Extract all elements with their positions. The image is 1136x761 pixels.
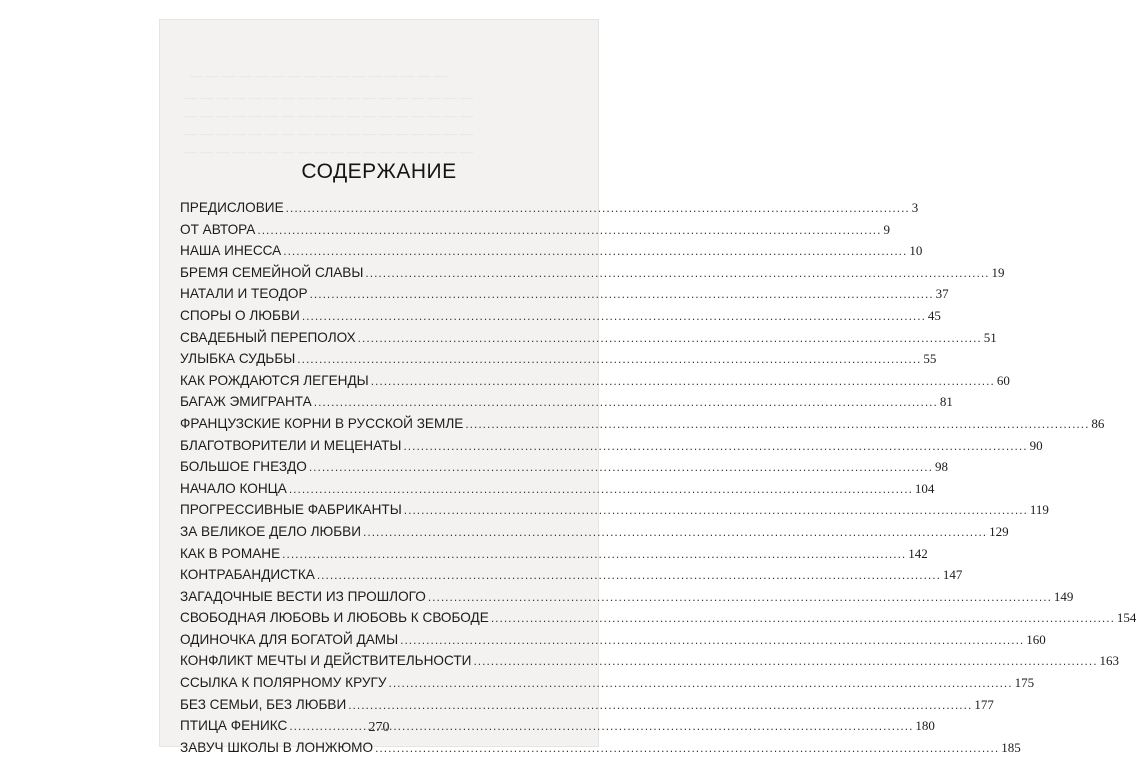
toc-entry-page: 10 bbox=[909, 243, 923, 259]
bleed-through-line: — — — — — — — — — — — — — — — — bbox=[190, 68, 447, 83]
toc-leader-dots bbox=[348, 698, 972, 712]
toc-entry bbox=[180, 329, 997, 352]
toc-entry-page: 9 bbox=[883, 221, 890, 237]
toc-entry-title: СПОРЫ О ЛЮБВИ bbox=[180, 307, 300, 323]
toc-entry-title: КАК В РОМАНЕ bbox=[180, 545, 281, 561]
toc-entry-title: БЛАГОТВОРИТЕЛИ И МЕЦЕНАТЫ bbox=[180, 437, 402, 453]
toc-entry-page: 98 bbox=[934, 459, 948, 475]
toc-leader-dots bbox=[473, 654, 1097, 668]
toc-entry-title: НАЧАЛО КОНЦА bbox=[180, 480, 287, 496]
toc-entry bbox=[180, 200, 919, 222]
toc-entry-title: БАГАЖ ЭМИГРАНТА bbox=[180, 394, 312, 410]
toc-entry-page: 104 bbox=[914, 480, 935, 496]
toc-entry-page: 19 bbox=[991, 264, 1005, 280]
toc-entry bbox=[180, 372, 1010, 395]
toc-leader-dots bbox=[310, 287, 934, 301]
toc-leader-dots bbox=[465, 417, 1089, 431]
toc-entry-title: ЗАГАДОЧНЫЕ ВЕСТИ ИЗ ПРОШЛОГО bbox=[180, 588, 426, 604]
toc-entry-page: 86 bbox=[1091, 415, 1105, 431]
toc-entry-page: 149 bbox=[1053, 588, 1074, 604]
toc-leader-dots bbox=[365, 266, 989, 280]
toc-entry-page: 142 bbox=[908, 545, 928, 561]
toc-entry-title: УЛЫБКА СУДЬБЫ bbox=[180, 351, 296, 367]
toc-entry-page: 185 bbox=[1001, 739, 1021, 755]
toc-entry bbox=[180, 221, 890, 244]
toc-entry-page: 55 bbox=[923, 351, 937, 367]
toc-leader-dots bbox=[289, 482, 913, 496]
toc-entry-title: КОНФЛИКТ МЕЧТЫ И ДЕЙСТВИТЕЛЬНОСТИ bbox=[180, 653, 472, 669]
bleed-through-line: — — — — — — — — — — — — — — — — — — bbox=[184, 144, 474, 159]
toc-leader-dots bbox=[358, 331, 982, 345]
toc-entry-page: 154 bbox=[1116, 610, 1136, 626]
toc-entry bbox=[180, 675, 1035, 697]
toc-leader-dots bbox=[428, 590, 1052, 604]
toc-leader-dots bbox=[257, 223, 881, 237]
toc-leader-dots bbox=[491, 611, 1115, 625]
toc-leader-dots bbox=[404, 503, 1028, 517]
toc-entry bbox=[180, 588, 1074, 611]
toc-entry-title: ФРАНЦУЗСКИЕ КОРНИ В РУССКОЙ ЗЕМЛЕ bbox=[180, 415, 464, 431]
toc-entry-page: 60 bbox=[996, 372, 1010, 388]
toc-entry-page: 119 bbox=[1029, 502, 1049, 518]
toc-entry-title: ССЫЛКА К ПОЛЯРНОМУ КРУГУ bbox=[180, 675, 387, 691]
toc-entry bbox=[180, 351, 937, 373]
table-of-contents bbox=[180, 200, 1136, 761]
toc-entry-title: ЗАВУЧ ШКОЛЫ В ЛОНЖЮМО bbox=[180, 739, 374, 755]
toc-entry-page: 90 bbox=[1029, 437, 1043, 453]
toc-entry-page: 180 bbox=[915, 718, 935, 734]
page-number: 270 bbox=[368, 720, 390, 735]
toc-leader-dots bbox=[282, 547, 906, 561]
book-page bbox=[160, 20, 1136, 755]
toc-entry bbox=[180, 264, 1005, 287]
toc-entry-title: ОДИНОЧКА ДЛЯ БОГАТОЙ ДАМЫ bbox=[180, 631, 399, 647]
toc-entry-page: 160 bbox=[1026, 631, 1046, 647]
toc-entry-title: БЕЗ СЕМЬИ, БЕЗ ЛЮБВИ bbox=[180, 696, 347, 712]
toc-entry bbox=[180, 480, 935, 503]
toc-entry-title: КОНТРАБАНДИСТКА bbox=[180, 567, 315, 583]
toc-leader-dots bbox=[371, 374, 995, 388]
toc-entry-page: 37 bbox=[935, 286, 949, 302]
bleed-through-line: — — — — — — — — — — — — — — — — — — bbox=[184, 90, 474, 105]
toc-entry bbox=[180, 653, 1120, 675]
toc-leader-dots bbox=[363, 525, 987, 539]
toc-entry-title: КАК РОЖДАЮТСЯ ЛЕГЕНДЫ bbox=[180, 372, 369, 388]
bleed-through-line: — — — — — — — — — — — — — — — — — — bbox=[184, 108, 474, 123]
toc-leader-dots bbox=[317, 568, 941, 582]
toc-entry bbox=[180, 502, 1049, 524]
toc-entry-title: ОТ АВТОРА bbox=[180, 221, 256, 237]
toc-leader-dots bbox=[389, 676, 1013, 690]
toc-entry-page: 3 bbox=[911, 200, 919, 215]
toc-entry-page: 51 bbox=[983, 329, 997, 345]
toc-entry-title: ПРЕДИСЛОВИЕ bbox=[180, 200, 284, 215]
toc-entry bbox=[180, 567, 963, 589]
toc-leader-dots bbox=[314, 395, 938, 409]
toc-entry bbox=[180, 286, 949, 308]
toc-entry bbox=[180, 243, 923, 265]
toc-entry-title: ЗА ВЕЛИКОЕ ДЕЛО ЛЮБВИ bbox=[180, 523, 362, 539]
toc-entry bbox=[180, 696, 994, 719]
toc-entry-page: 81 bbox=[939, 394, 953, 410]
toc-entry bbox=[180, 739, 1021, 761]
toc-entry-title: НАША ИНЕССА bbox=[180, 243, 282, 259]
toc-leader-dots bbox=[297, 352, 921, 366]
toc-entry-title: СВОБОДНАЯ ЛЮБОВЬ И ЛЮБОВЬ К СВОБОДЕ bbox=[180, 610, 489, 626]
toc-leader-dots bbox=[302, 309, 926, 323]
toc-entry bbox=[180, 415, 1105, 438]
toc-entry-page: 163 bbox=[1099, 653, 1120, 669]
toc-entry bbox=[180, 307, 941, 330]
toc-entry bbox=[180, 545, 928, 568]
toc-leader-dots bbox=[286, 201, 910, 215]
toc-entry bbox=[180, 523, 1009, 546]
toc-leader-dots bbox=[309, 460, 933, 474]
toc-entry-title: СВАДЕБНЫЙ ПЕРЕПОЛОХ bbox=[180, 329, 356, 345]
toc-entry-page: 129 bbox=[989, 523, 1009, 539]
toc-entry-page: 45 bbox=[927, 307, 941, 323]
toc-entry-page: 147 bbox=[942, 567, 963, 583]
toc-entry-title: ПТИЦА ФЕНИКС bbox=[180, 718, 288, 734]
toc-entry-page: 175 bbox=[1014, 675, 1035, 691]
toc-entry bbox=[180, 394, 953, 416]
toc-entry bbox=[180, 437, 1043, 460]
toc-leader-dots bbox=[403, 439, 1027, 453]
toc-entry bbox=[180, 631, 1046, 654]
toc-entry-page: 177 bbox=[974, 696, 994, 712]
toc-leader-dots bbox=[283, 244, 907, 258]
toc-leader-dots bbox=[375, 741, 999, 755]
bleed-through-line: — — — — — — — — — — — — — — — — — — bbox=[184, 126, 474, 141]
toc-entry bbox=[180, 459, 948, 481]
toc-leader-dots bbox=[400, 633, 1024, 647]
toc-entry-title: ПРОГРЕССИВНЫЕ ФАБРИКАНТЫ bbox=[180, 502, 402, 518]
toc-entry bbox=[180, 610, 1136, 632]
toc-entry-title: БРЕМЯ СЕМЕЙНОЙ СЛАВЫ bbox=[180, 264, 364, 280]
toc-entry-title: НАТАЛИ И ТЕОДОР bbox=[180, 286, 308, 302]
page-title: СОДЕРЖАНИЕ bbox=[301, 160, 457, 183]
toc-entry-title: БОЛЬШОЕ ГНЕЗДО bbox=[180, 459, 307, 475]
